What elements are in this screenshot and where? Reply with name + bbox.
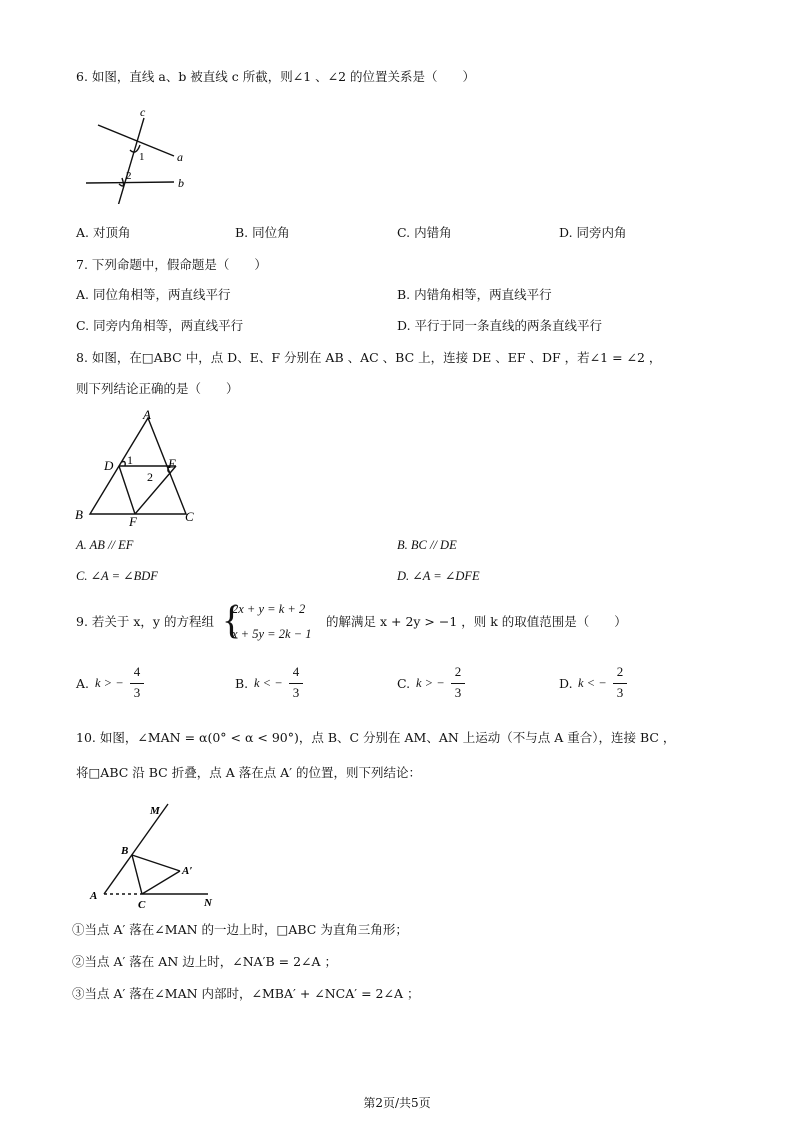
q10-label-B: B bbox=[121, 845, 129, 857]
q8-label-1: 1 bbox=[127, 453, 133, 467]
q9-option-a-lhs: k > − bbox=[95, 676, 124, 690]
q10-stem-line1: 10. 如图，∠MAN = α(0° < α < 90°)，点 B、C 分别在 AM、AN 上运动（不与点 A 重合），连接 BC ， bbox=[76, 730, 676, 745]
q8-option-c: C. ∠A = ∠BDF bbox=[76, 569, 158, 583]
q6-option-c: C. 内错角 bbox=[397, 225, 452, 240]
q10-label-M: M bbox=[150, 805, 160, 817]
q8-option-a: A. AB // EF bbox=[76, 538, 134, 552]
q6-stem: 6. 如图，直线 a、b 被直线 c 所截，则∠1 、∠2 的位置关系是（ ） bbox=[76, 69, 476, 84]
q6-option-d: D. 同旁内角 bbox=[559, 225, 627, 240]
q10-label-C: C bbox=[138, 899, 146, 911]
q10-statement-3: ③当点 A′ 落在∠MAN 内部时，∠MBA′ + ∠NCA′ = 2∠A ； bbox=[72, 986, 420, 1001]
q8-option-b: B. BC // DE bbox=[397, 538, 457, 552]
q9-option-c bbox=[397, 664, 517, 704]
q9-brace: { bbox=[222, 597, 242, 642]
q10-label-A: A bbox=[90, 890, 98, 902]
q9-option-b bbox=[235, 664, 355, 704]
q6-label-2: 2 bbox=[126, 170, 132, 182]
q8-figure bbox=[72, 408, 212, 528]
q9-option-a-label: A. bbox=[76, 676, 90, 691]
q9-option-d bbox=[559, 664, 679, 704]
q9-option-b-numerator: 4 bbox=[292, 664, 300, 679]
q9-option-c-lhs: k > − bbox=[416, 676, 445, 690]
q8-label-A: A bbox=[143, 408, 151, 422]
q6-label-a: a bbox=[177, 150, 183, 164]
q10-label-N: N bbox=[204, 897, 212, 909]
q6-option-b: B. 同位角 bbox=[235, 225, 290, 240]
q9-option-c-label: C. bbox=[397, 676, 411, 691]
q8-label-E: E bbox=[168, 456, 176, 471]
q10-figure bbox=[84, 792, 234, 912]
q10-statement-1: ①当点 A′ 落在∠MAN 的一边上时，□ABC 为直角三角形； bbox=[72, 922, 408, 937]
q8-label-2: 2 bbox=[147, 470, 153, 484]
q6-figure bbox=[82, 104, 202, 204]
q8-label-C: C bbox=[185, 509, 194, 524]
q9-option-b-label: B. bbox=[235, 676, 249, 691]
q6-option-a: A. 对顶角 bbox=[76, 225, 131, 240]
q10-statement-2: ②当点 A′ 落在 AN 边上时，∠NA′B = 2∠A ； bbox=[72, 954, 338, 969]
q8-label-F: F bbox=[129, 514, 137, 528]
q10-label-A-prime: A′ bbox=[182, 865, 193, 877]
q9-option-c-numerator: 2 bbox=[454, 664, 462, 679]
q9-option-d-lhs: k < − bbox=[578, 676, 607, 690]
q9-option-d-numerator: 2 bbox=[616, 664, 624, 679]
q8-stem-line2: 则下列结论正确的是（ ） bbox=[76, 381, 239, 396]
q9-option-a-denominator: 3 bbox=[133, 685, 141, 700]
q9-option-a-numerator: 4 bbox=[133, 664, 141, 679]
q8-option-d: D. ∠A = ∠DFE bbox=[397, 569, 480, 583]
q7-option-a: A. 同位角相等，两直线平行 bbox=[76, 287, 231, 302]
q8-label-D: D bbox=[104, 458, 114, 473]
q9-stem-prefix: 9. 若关于 x，y 的方程组 bbox=[76, 614, 214, 629]
q8-label-B: B bbox=[75, 507, 83, 522]
q8-stem-line1: 8. 如图，在□ABC 中，点 D、E、F 分别在 AB 、AC 、BC 上，连接 DE 、EF 、DF ，若∠1 = ∠2 ， bbox=[76, 350, 662, 365]
q7-option-c: C. 同旁内角相等，两直线平行 bbox=[76, 318, 244, 333]
q9-option-b-denominator: 3 bbox=[292, 685, 300, 700]
q6-label-b: b bbox=[178, 176, 184, 190]
q7-option-d: D. 平行于同一条直线的两条直线平行 bbox=[397, 318, 603, 333]
q9-option-d-label: D. bbox=[559, 676, 573, 691]
q9-stem-suffix: 的解满足 x + 2y > −1 ，则 k 的取值范围是（ ） bbox=[326, 614, 627, 629]
q9-option-a bbox=[76, 664, 196, 704]
q9-eq1: 2x + y = k + 2 bbox=[232, 602, 306, 616]
q6-label-c: c bbox=[140, 105, 146, 119]
q9-option-d-denominator: 3 bbox=[616, 685, 624, 700]
page-footer: 第2页/共5页 bbox=[363, 1096, 431, 1110]
q6-label-1: 1 bbox=[139, 151, 145, 163]
q7-option-b: B. 内错角相等，两直线平行 bbox=[397, 287, 552, 302]
q9-option-c-denominator: 3 bbox=[454, 685, 462, 700]
q9-option-b-lhs: k < − bbox=[254, 676, 283, 690]
q10-stem-line2: 将□ABC 沿 BC 折叠，点 A 落在点 A′ 的位置，则下列结论： bbox=[76, 765, 422, 780]
q9-eq2: x + 5y = 2k − 1 bbox=[232, 627, 312, 641]
q7-stem: 7. 下列命题中，假命题是（ ） bbox=[76, 257, 267, 272]
